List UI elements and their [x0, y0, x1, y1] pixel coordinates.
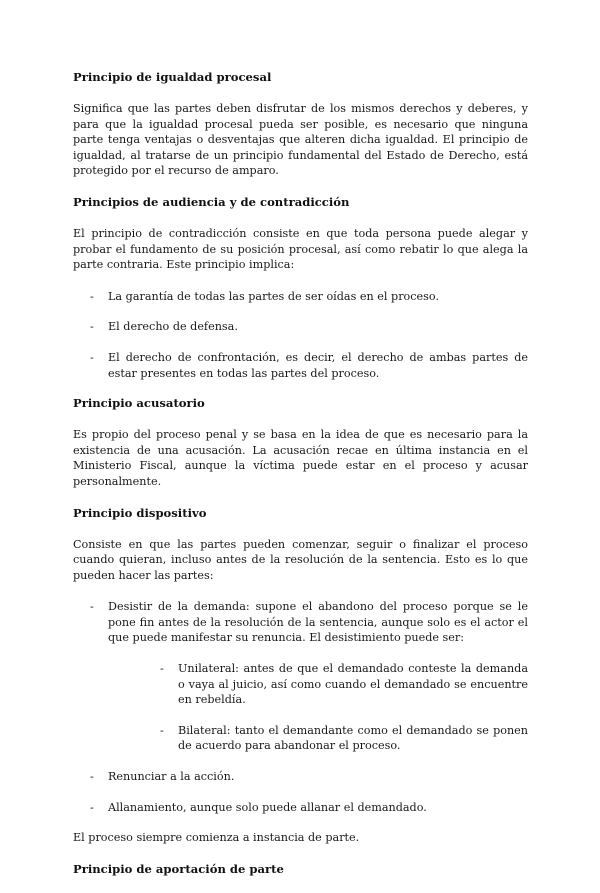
- heading-dispositivo: Principio dispositivo: [73, 505, 207, 520]
- heading-audiencia: Principios de audiencia y de contradicción: [73, 194, 350, 209]
- paragraph-audiencia: El principio de contradicción consiste en que toda persona puede alegar y probar el fundamento de su posición procesal, así como rebatir lo que alega la parte contraria. Este principio implica:: [73, 226, 528, 272]
- list-item: - La garantía de todas las partes de ser oídas en el proceso.: [73, 289, 528, 305]
- paragraph-igualdad: Significa que las partes deben disfrutar de los mismos derechos y deberes, y para que la igualdad procesal pueda ser posible, es necesario que ninguna parte tenga ventajas o desventajas que alteren dicha igualdad. El principio de igualdad, al tratarse de un principio fundamental del Estado de Derecho, está protegido por el recurso de amparo.: [73, 102, 528, 178]
- dispositivo-list: [73, 599, 528, 815]
- audiencia-list: [73, 289, 528, 381]
- list-item: [73, 599, 528, 754]
- paragraph-dispositivo-closing: El proceso siempre comienza a instancia de parte.: [73, 831, 360, 845]
- paragraph-dispositivo: Consiste en que las partes pueden comenzar, seguir o finalizar el proceso cuando quieran, incluso antes de la resolución de la sentencia. Esto es lo que pueden hacer las partes:: [73, 537, 528, 582]
- desistimiento-sublist: [108, 661, 528, 754]
- sublist-item: - Bilateral: tanto el demandante como el demandado se ponen de acuerdo para abandonar el proceso.: [143, 723, 528, 754]
- list-item-text: Desistir de la demanda: supone el abandono del proceso porque se le pone fin antes de la resolución de la sentencia, aunque solo es el actor el que puede manifestar su renuncia. El desistimiento puede ser:: [108, 600, 528, 645]
- list-item: - Allanamiento, aunque solo puede allanar el demandado.: [73, 800, 528, 816]
- list-item: - El derecho de confrontación, es decir, el derecho de ambas partes de estar presentes en todas las partes del proceso.: [73, 350, 528, 381]
- list-item: - El derecho de defensa.: [73, 319, 528, 335]
- heading-acusatorio: Principio acusatorio: [73, 396, 205, 411]
- heading-igualdad: Principio de igualdad procesal: [73, 70, 272, 84]
- sublist-item: - Unilateral: antes de que el demandado conteste la demanda o vaya al juicio, así como cuando el demandado se encuentre en rebeldía.: [143, 661, 528, 708]
- list-item: - Renunciar a la acción.: [73, 769, 528, 785]
- document-body: [73, 64, 528, 893]
- heading-aportacion: Principio de aportación de parte: [73, 861, 284, 876]
- paragraph-acusatorio: Es propio del proceso penal y se basa en la idea de que es necesario para la existencia de una acusación. La acusación recae en última instancia en el Ministerio Fiscal, aunque la víctima puede estar en el proceso y acusar personalmente.: [73, 428, 528, 488]
